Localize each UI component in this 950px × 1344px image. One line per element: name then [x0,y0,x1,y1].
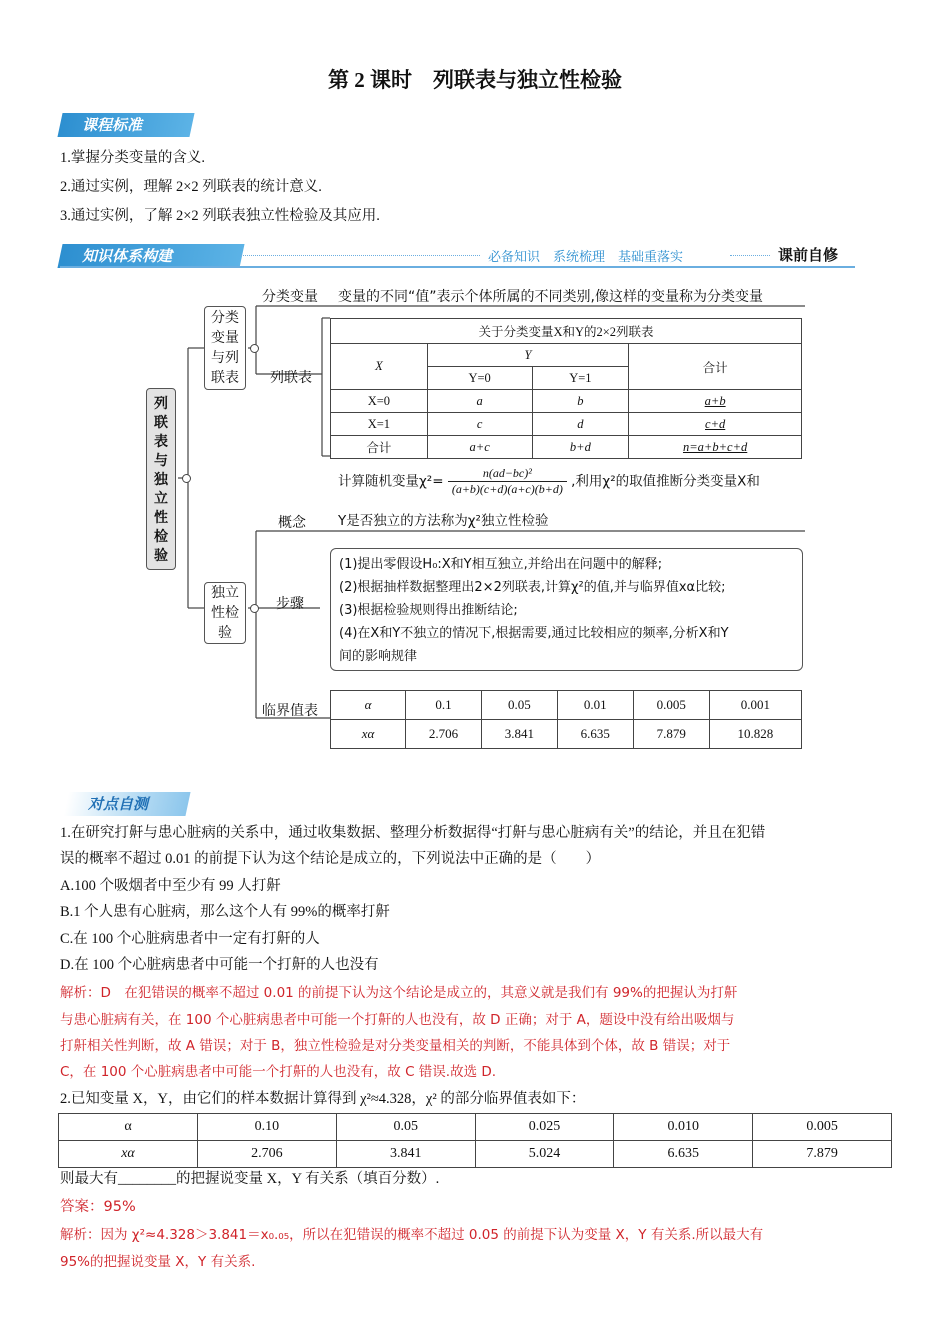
table-cell: b [532,390,629,413]
table-cell: 7.879 [753,1141,892,1168]
table-cell: 5.024 [475,1141,614,1168]
table-cell: 10.828 [709,720,801,749]
mindmap-branch-categorical-table [204,306,246,390]
header-y1: Y=1 [532,367,629,390]
table-cell: c+d [629,413,802,436]
connector-dot [182,474,191,483]
categorical-definition: 变量的不同“值”表示个体所属的不同类别,像这样的变量称为分类变量 [338,289,763,305]
table-cell: b+d [532,436,629,459]
table-cell: 6.635 [614,1141,753,1168]
table-cell: 合计 [331,436,428,459]
node-critical-table: 临界值表 [262,703,318,719]
chi-fraction [448,466,567,497]
table-cell: 0.01 [557,691,633,720]
table-cell: α [331,691,406,720]
banner-selftest-label: 对点自测 [88,795,149,813]
q1-stem-2: 误的概率不超过 0.01 的前提下认为这个结论是成立的，下列说法中正确的是（ ） [60,851,601,867]
q1-option-a: A.100 个吸烟者中至少有 99 人打鼾 [60,878,281,894]
q1-option-c: C.在 100 个心脏病患者中一定有打鼾的人 [60,931,320,947]
header-y0: Y=0 [427,367,532,390]
q2-blank-line: 则最大有________的把握说变量 X，Y 有关系（填百分数）. [60,1171,440,1187]
page-title: 第 2 课时 列联表与独立性检验 [328,68,622,92]
q1-option-d: D.在 100 个心脏病患者中可能一个打鼾的人也没有 [60,957,379,973]
table-cell: xα [59,1141,198,1168]
header-x: X [331,344,428,390]
table-cell: 6.635 [557,720,633,749]
step-item: 间的影响规律 [339,649,418,664]
connector-dot [250,344,259,353]
table-row [331,720,802,749]
chi-denominator: (a+b)(c+d)(a+c)(b+d) [451,482,563,496]
table-cell: 3.841 [481,720,557,749]
table-cell: 0.025 [475,1114,614,1141]
mindmap-branch2-label: 独立性检验 [211,585,239,641]
banner-preclass: 课前自修 [778,246,839,264]
header-y: Y [427,344,629,367]
critical-value-table [330,690,802,749]
table-cell: 0.1 [406,691,482,720]
table-row [331,413,802,436]
contingency-table [330,318,802,459]
step-item: (1)提出零假设H₀:X和Y相互独立,并给出在问题中的解释; [339,557,663,572]
node-contingency-table: 列联表 [270,370,312,386]
banner-standards-label: 课程标准 [82,116,143,134]
step-item: (2)根据抽样数据整理出2×2列联表,计算χ²的值,并与临界值xα比较; [339,580,726,595]
step-item: (3)根据检验规则得出推断结论; [339,603,518,618]
chi-square-formula [338,466,760,497]
q1-analysis-4: C，在 100 个心脏病患者中可能一个打鼾的人也没有，故 C 错误.故选 D. [60,1064,497,1080]
header-total: 合计 [629,344,802,390]
table-cell: n=a+b+c+d [629,436,802,459]
mindmap-root-label: 列联表与独立性检验 [154,396,168,564]
table-row [331,390,802,413]
table-row [59,1141,892,1168]
q1-analysis-3: 打鼾相关性判断，故 A 错误；对于 B，独立性检验是对分类变量相关的判断，不能具体到个体，故 B 错误；对于 [60,1038,731,1054]
q2-analysis-2: 95%的把握说变量 X，Y 有关系. [60,1254,256,1270]
q2-critical-table [58,1113,892,1168]
chi-text-b: ,利用χ²的取值推断分类变量X和 [571,473,760,490]
standard-item-1: 1.掌握分类变量的含义. [60,150,205,166]
standard-item-3: 3.通过实例，了解 2×2 列联表独立性检验及其应用. [60,208,380,224]
mindmap-branch-independence [204,582,246,644]
table-cell: 0.005 [633,691,709,720]
table-cell: 2.706 [406,720,482,749]
mindmap-branch1-label: 分类变量与列联表 [211,310,239,386]
table-cell: 0.10 [198,1114,337,1141]
chi-numerator: n(ad−bc)² [448,466,567,482]
q1-analysis-1: 解析：D 在犯错误的概率不超过 0.01 的前提下认为这个结论是成立的，其意义就是我们有 99%的把握认为打鼾 [60,985,738,1001]
table-cell: X=1 [331,413,428,436]
table-cell: 0.010 [614,1114,753,1141]
table-cell: a+b [629,390,802,413]
table-cell: 0.05 [481,691,557,720]
node-categorical: 分类变量 [262,289,318,305]
table-cell: 0.05 [336,1114,475,1141]
table-row [331,436,802,459]
table-cell: α [59,1114,198,1141]
table-cell: 0.005 [753,1114,892,1141]
steps-box [330,548,803,671]
banner-knowledge-label: 知识体系构建 [82,247,173,265]
step-item: (4)在X和Y不独立的情况下,根据需要,通过比较相应的频率,分析X和Y [339,626,729,641]
banner-knowledge-tags: 必备知识 系统梳理 基础重落实 [488,250,684,265]
connector-dot [250,604,259,613]
q2-analysis-1: 解析：因为 χ²≈4.328＞3.841＝x₀.₀₅，所以在犯错误的概率不超过 0.05 的前提下认为变量 X，Y 有关系.所以最大有 [60,1227,764,1243]
section-banner-selftest [63,792,190,816]
table-cell: xα [331,720,406,749]
mindmap-root [146,388,176,570]
table-cell: X=0 [331,390,428,413]
q1-stem-1: 1.在研究打鼾与患心脏病的关系中，通过收集数据、整理分析数据得“打鼾与患心脏病有关”的结论，并且在犯错 [60,825,766,841]
q1-analysis-2: 与患心脏病有关，在 100 个心脏病患者中可能一个打鼾的人也没有，故 D 正确；对于 A，题设中没有给出吸烟与 [60,1012,735,1028]
table-row [331,691,802,720]
table-row [59,1114,892,1141]
chi-text-a: 计算随机变量χ²= [338,473,444,490]
q1-option-b: B.1 个人患有心脏病，那么这个人有 99%的概率打鼾 [60,904,390,920]
table-caption: 关于分类变量X和Y的2×2列联表 [331,319,802,344]
table-cell: 2.706 [198,1141,337,1168]
table-cell: 0.001 [709,691,801,720]
table-cell: 7.879 [633,720,709,749]
node-steps: 步骤 [276,596,304,612]
table-cell: c [427,413,532,436]
table-cell: 3.841 [336,1141,475,1168]
q2-answer: 答案：95% [60,1199,136,1215]
table-cell: a [427,390,532,413]
table-cell: d [532,413,629,436]
node-concept: 概念 [278,515,306,531]
q2-stem: 2.已知变量 X，Y，由它们的样本数据计算得到 χ²≈4.328，χ² 的部分临界值表如下： [60,1091,586,1107]
chi-text-c: Y是否独立的方法称为χ²独立性检验 [338,513,549,529]
standard-item-2: 2.通过实例，理解 2×2 列联表的统计意义. [60,179,322,195]
table-cell: a+c [427,436,532,459]
